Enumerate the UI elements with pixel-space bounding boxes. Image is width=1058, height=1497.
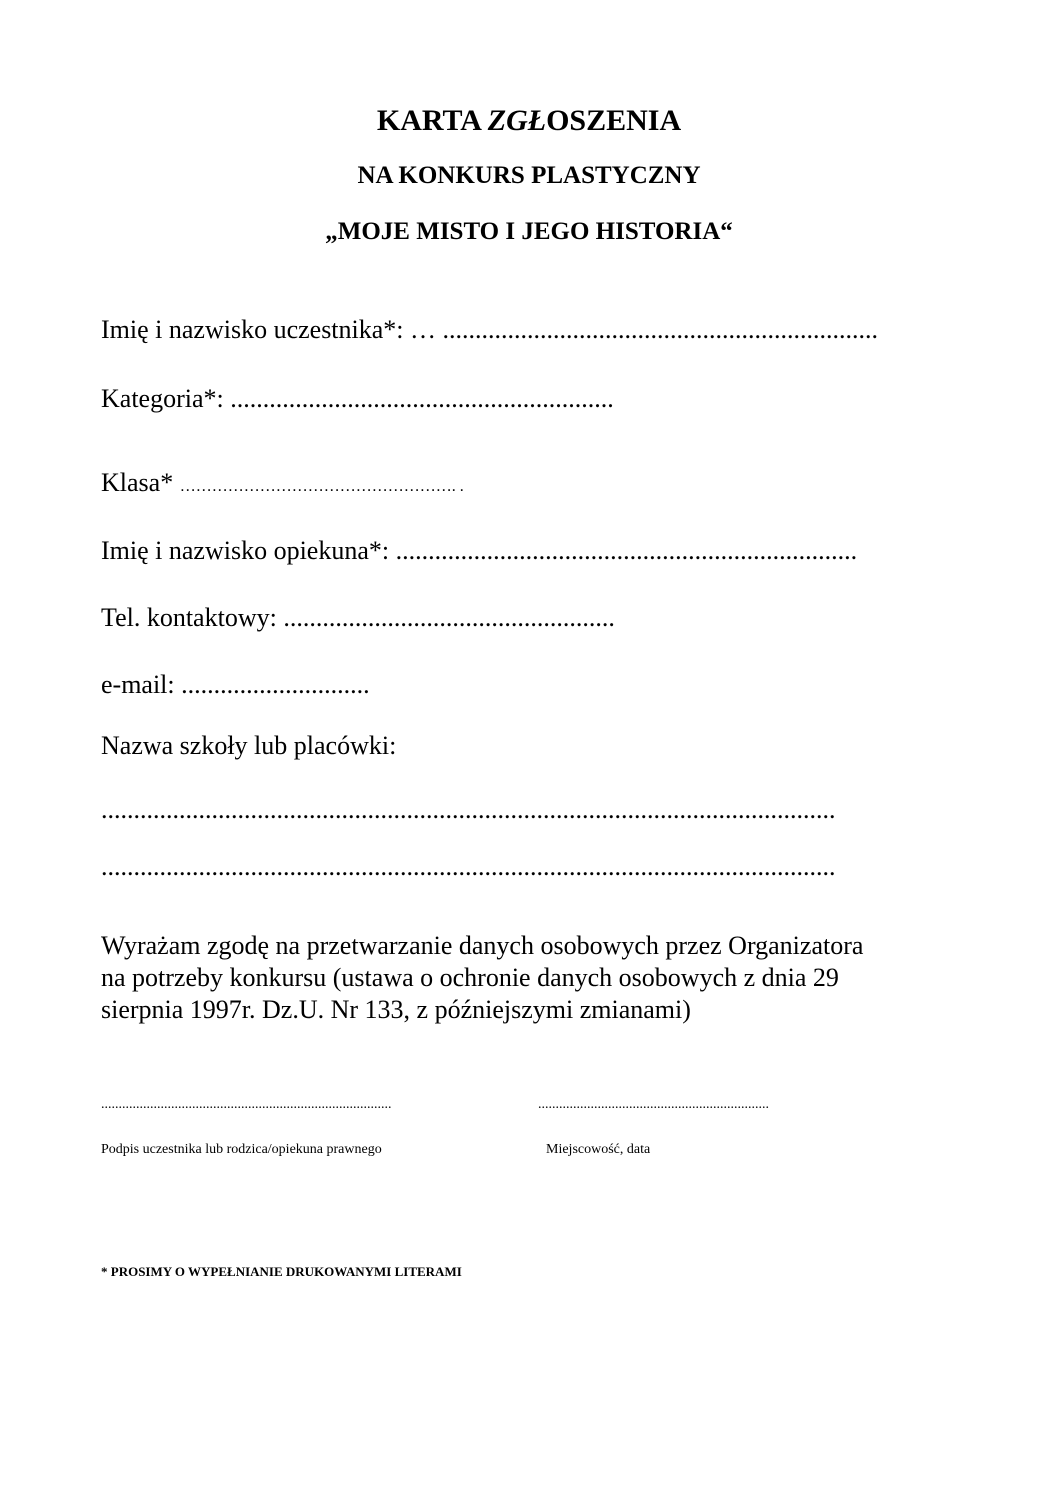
- form-title: KARTA ZGŁOSZENIA: [376, 104, 682, 137]
- class-blank: ……………………………………………. .: [179, 478, 464, 495]
- phone-field[interactable]: [101, 603, 615, 633]
- consent-statement: [101, 930, 981, 1026]
- participant-name-blank: … ...................................................................: [410, 315, 879, 344]
- participant-name-label: Imię i nazwisko uczestnika*:: [101, 315, 411, 344]
- consent-line-1: Wyrażam zgodę na przetwarzanie danych osobowych przez Organizatora: [101, 931, 864, 960]
- category-blank: ...........................................................: [230, 384, 614, 413]
- email-blank: .............................: [181, 670, 370, 699]
- phone-label: Tel. kontaktowy:: [101, 603, 284, 632]
- consent-line-2: na potrzeby konkursu (ustawa o ochronie danych osobowych z dnia 29: [101, 963, 839, 992]
- category-field[interactable]: [101, 384, 614, 414]
- signature-label: Podpis uczestnika lub rodzica/opiekuna prawnego: [101, 1142, 382, 1157]
- class-field[interactable]: [101, 468, 464, 498]
- category-label: Kategoria*:: [101, 384, 231, 413]
- participant-name-field[interactable]: [101, 315, 878, 345]
- phone-blank: ...................................................: [283, 603, 615, 632]
- form-subtitle: NA KONKURS PLASTYCZNY: [357, 162, 701, 189]
- signature-blank[interactable]: ...................................................................................: [101, 1097, 392, 1112]
- class-label: Klasa*: [101, 468, 180, 497]
- guardian-name-blank: .......................................................................: [395, 536, 858, 565]
- consent-line-3: sierpnia 1997r. Dz.U. Nr 133, z późniejszymi zmianami): [101, 995, 691, 1024]
- place-date-blank[interactable]: ..................................................................: [538, 1097, 769, 1112]
- school-label: Nazwa szkoły lub placówki:: [101, 731, 397, 760]
- school-line-1[interactable]: .................................................................................................................: [101, 795, 836, 824]
- place-date-label: Miejscowość, data: [546, 1142, 651, 1157]
- footnote: * PROSIMY O WYPEŁNIANIE DRUKOWANYMI LITERAMI: [101, 1264, 462, 1279]
- contest-name: „MOJE MISTO I JEGO HISTORIA“: [325, 218, 733, 245]
- school-line-2[interactable]: .................................................................................................................: [101, 852, 836, 881]
- guardian-name-field[interactable]: [101, 536, 857, 566]
- email-label: e-mail:: [101, 670, 182, 699]
- guardian-name-label: Imię i nazwisko opiekuna*:: [101, 536, 396, 565]
- email-field[interactable]: [101, 670, 370, 700]
